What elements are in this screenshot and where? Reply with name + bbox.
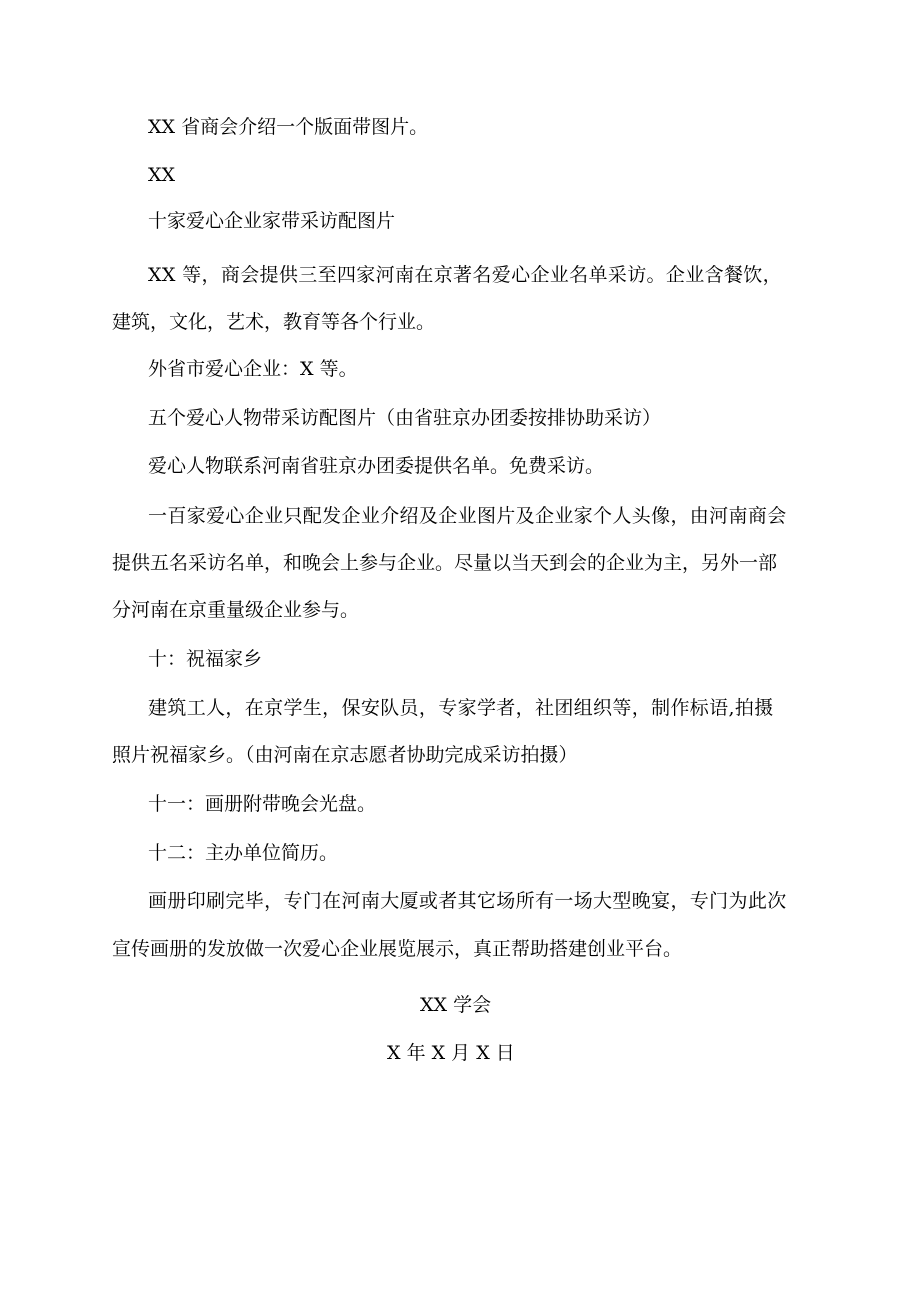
- paragraph-line: 宣传画册的发放做一次爱心企业展览展示，真正帮助搭建创业平台。: [112, 938, 683, 960]
- paragraph-line: XX 等，商会提供三至四家河南在京著名爱心企业名单采访。企业含餐饮，: [148, 264, 782, 286]
- section-heading-eleven: 十一：画册附带晚会光盘。: [148, 793, 377, 815]
- paragraph-line: 爱心人物联系河南省驻京办团委提供名单。免费采访。: [148, 455, 605, 477]
- paragraph-line: 分河南在京重量级企业参与。: [112, 599, 360, 621]
- line-intro-2: XX: [148, 164, 176, 186]
- signature-organization: XX 学会: [420, 994, 492, 1016]
- paragraph-line: 建筑，文化，艺术，教育等各个行业。: [112, 311, 436, 333]
- section-heading-ten-entrepreneurs: 十家爱心企业家带采访配图片: [148, 210, 396, 232]
- section-heading-ten: 十：祝福家乡: [148, 648, 263, 670]
- paragraph-line: 外省市爱心企业：X 等。: [148, 358, 358, 380]
- paragraph-line: 画册印刷完毕，专门在河南大厦或者其它场所有一场大型晚宴，专门为此次: [148, 890, 787, 912]
- paragraph-line: 建筑工人，在京学生，保安队员，专家学者，社团组织等，制作标语,拍摄: [148, 697, 774, 719]
- paragraph-line: 提供五名采访名单，和晚会上参与企业。尽量以当天到会的企业为主，另外一部: [112, 552, 778, 574]
- section-heading-twelve: 十二：主办单位简历。: [148, 842, 339, 864]
- section-heading-five-people: 五个爱心人物带采访配图片（由省驻京办团委按排协助采访）: [148, 407, 662, 429]
- line-intro-1: XX 省商会介绍一个版面带图片。: [148, 116, 429, 138]
- paragraph-line: 照片祝福家乡。（由河南在京志愿者协助完成采访拍摄）: [112, 744, 578, 766]
- signature-date: X 年 X 月 X 日: [387, 1042, 515, 1064]
- paragraph-line: 一百家爱心企业只配发企业介绍及企业图片及企业家个人头像，由河南商会: [148, 505, 787, 527]
